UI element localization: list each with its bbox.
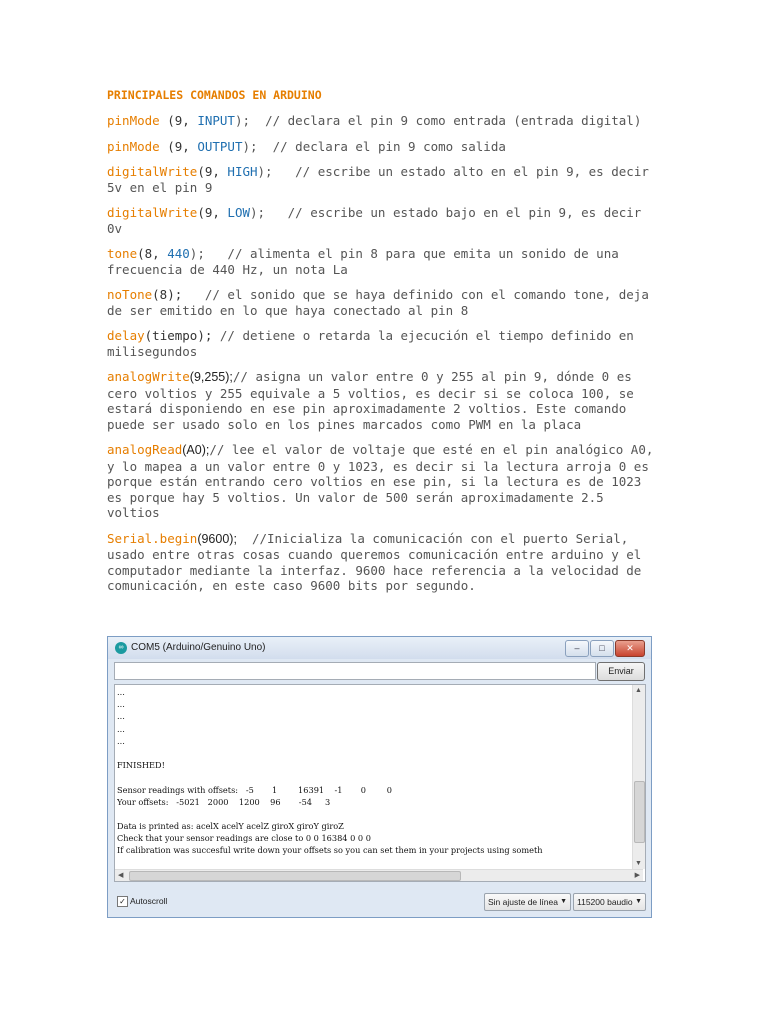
command-comment: ); // escribe un estado bajo en el pin 9, es decir 0v [107, 205, 642, 236]
arduino-icon: ∞ [115, 642, 127, 654]
serial-output-line: ... [117, 735, 125, 746]
command-args: LOW [227, 205, 250, 220]
command-entry [107, 113, 667, 129]
command-args: HIGH [227, 164, 258, 179]
command-args: (9600); [197, 531, 237, 546]
command-args: 440 [167, 246, 190, 261]
command-name: digitalWrite [107, 164, 198, 179]
serial-output-line: FINISHED! [117, 760, 165, 771]
close-button[interactable] [615, 640, 645, 657]
window-title: COM5 (Arduino/Genuino Uno) [131, 642, 266, 653]
command-args: (9,255); [189, 370, 233, 384]
serial-output-line: Check that your sensor readings are close to 0 0 16384 0 0 0 [117, 833, 371, 844]
scroll-up-icon[interactable]: ▲ [635, 687, 642, 694]
command-comment: ); // declara el pin 9 como salida [242, 138, 506, 154]
command-name: Serial.begin [107, 530, 198, 546]
serial-output-line [117, 747, 631, 759]
command-comment: // asigna un valor entre 0 y 255 al pin 9, dónde 0 es cero voltios y 255 equivale a 5 voltios, es decir si se coloca 100, se estará disponiendo en ese pin aproximadamente 2 voltios. Este comando puede ser usado solo en los pines marcados como PWM en la placa [107, 369, 634, 432]
chevron-down-icon: ▼ [560, 898, 567, 905]
command-args: INPUT [197, 113, 235, 128]
command-entry [107, 369, 667, 432]
command-name: delay [107, 328, 145, 343]
command-args: (9, [159, 113, 198, 128]
command-args: (A0); [182, 443, 210, 457]
command-comment: // lee el valor de voltaje que esté en el pin analógico A0, y lo mapea a un valor entre 0 y 1023, es decir si la lectura arroja 0 es porque están entrando cero voltios en ese pin, si la lectura es de 1023 es porque hay 5 voltios. Un valor de 500 serán aproximadamente 2.5 voltios [107, 442, 654, 520]
line-ending-value: Sin ajuste de línea [488, 897, 558, 907]
autoscroll-checkbox[interactable]: ✓ [117, 896, 128, 907]
command-args: (9, [197, 205, 228, 220]
command-name: analogRead [107, 442, 183, 457]
serial-output-line: ... [117, 723, 125, 734]
command-name: pinMode [107, 138, 160, 154]
scroll-down-icon[interactable]: ▼ [635, 860, 642, 867]
line-ending-select[interactable] [484, 893, 571, 911]
command-args: (9, [159, 138, 198, 154]
command-args: (8); [152, 287, 205, 302]
serial-output[interactable] [114, 684, 646, 882]
command-entry [107, 328, 667, 359]
minimize-icon: – [574, 643, 580, 653]
document [107, 88, 667, 604]
minimize-button[interactable] [565, 640, 589, 657]
scroll-left-icon[interactable]: ◀ [118, 872, 124, 879]
vertical-scroll-thumb[interactable] [634, 781, 645, 843]
command-entry [107, 205, 667, 236]
command-name: tone [107, 246, 138, 261]
command-comment: // detiene o retarda la ejecución el tiempo definido en milisegundos [107, 328, 634, 359]
command-entry [107, 531, 667, 594]
command-comment: ); // escribe un estado alto en el pin 9, es decir 5v en el pin 9 [107, 164, 649, 195]
send-button[interactable]: Enviar [597, 662, 645, 681]
horizontal-scrollbar[interactable] [115, 869, 643, 881]
command-name: noTone [107, 287, 153, 302]
serial-output-line [117, 771, 631, 783]
window-titlebar[interactable] [108, 637, 651, 659]
command-list [107, 113, 667, 594]
maximize-button[interactable] [590, 640, 614, 657]
scroll-right-icon[interactable]: ▶ [634, 872, 640, 879]
baud-rate-value: 115200 baudio [577, 897, 633, 907]
command-name: digitalWrite [107, 205, 198, 220]
maximize-icon: □ [599, 643, 605, 653]
serial-output-line: ... [117, 711, 125, 722]
serial-monitor-window [107, 636, 652, 918]
serial-output-line: Sensor readings with offsets: -5 1 16391 -1 0 0 [117, 784, 392, 795]
close-icon: ✕ [626, 643, 634, 653]
vertical-scrollbar[interactable] [632, 685, 645, 869]
autoscroll-label: Autoscroll [130, 896, 168, 906]
command-entry [107, 442, 667, 521]
command-args: (9, [197, 164, 228, 179]
command-entry [107, 246, 667, 277]
serial-output-line: Data is printed as: acelX acelY acelZ giroX giroY giroZ [117, 821, 344, 832]
chevron-down-icon: ▼ [635, 898, 642, 905]
command-comment: ); // declara el pin 9 como entrada (entrada digital) [234, 113, 642, 128]
command-name: pinMode [107, 113, 160, 128]
command-entry [107, 164, 667, 195]
serial-output-line: ... [117, 699, 125, 710]
command-args: (8, [137, 246, 168, 261]
command-comment: // el sonido que se haya definido con el comando tone, deja de ser emitido en lo que haya conectado al pin 8 [107, 287, 649, 318]
command-entry [107, 287, 667, 318]
command-entry [107, 139, 667, 155]
command-comment: ); // alimenta el pin 8 para que emita un sonido de una frecuencia de 440 Hz, un nota La [107, 246, 619, 277]
horizontal-scroll-thumb[interactable] [129, 871, 461, 881]
command-comment: //Inicializa la comunicación con el puerto Serial, usado entre otras cosas cuando queremos comunicación entre arduino y el computador mediante la interfaz. 9600 hace referencia a la velocidad de comunicación, en este caso 9600 bits por segundo. [107, 530, 642, 593]
command-args: (tiempo); [144, 328, 220, 343]
serial-output-line: Your offsets: -5021 2000 1200 96 -54 3 [117, 796, 331, 807]
serial-output-line [117, 808, 631, 820]
document-title: PRINCIPALES COMANDOS EN ARDUINO [107, 88, 322, 102]
serial-output-line: ... [117, 687, 125, 697]
command-name: analogWrite [107, 369, 190, 384]
send-input[interactable] [114, 662, 596, 680]
serial-output-text [117, 686, 631, 857]
serial-output-line: If calibration was succesful write down your offsets so you can set them in your projects using someth [117, 845, 543, 856]
baud-rate-select[interactable] [573, 893, 646, 911]
command-args: OUTPUT [197, 138, 243, 154]
